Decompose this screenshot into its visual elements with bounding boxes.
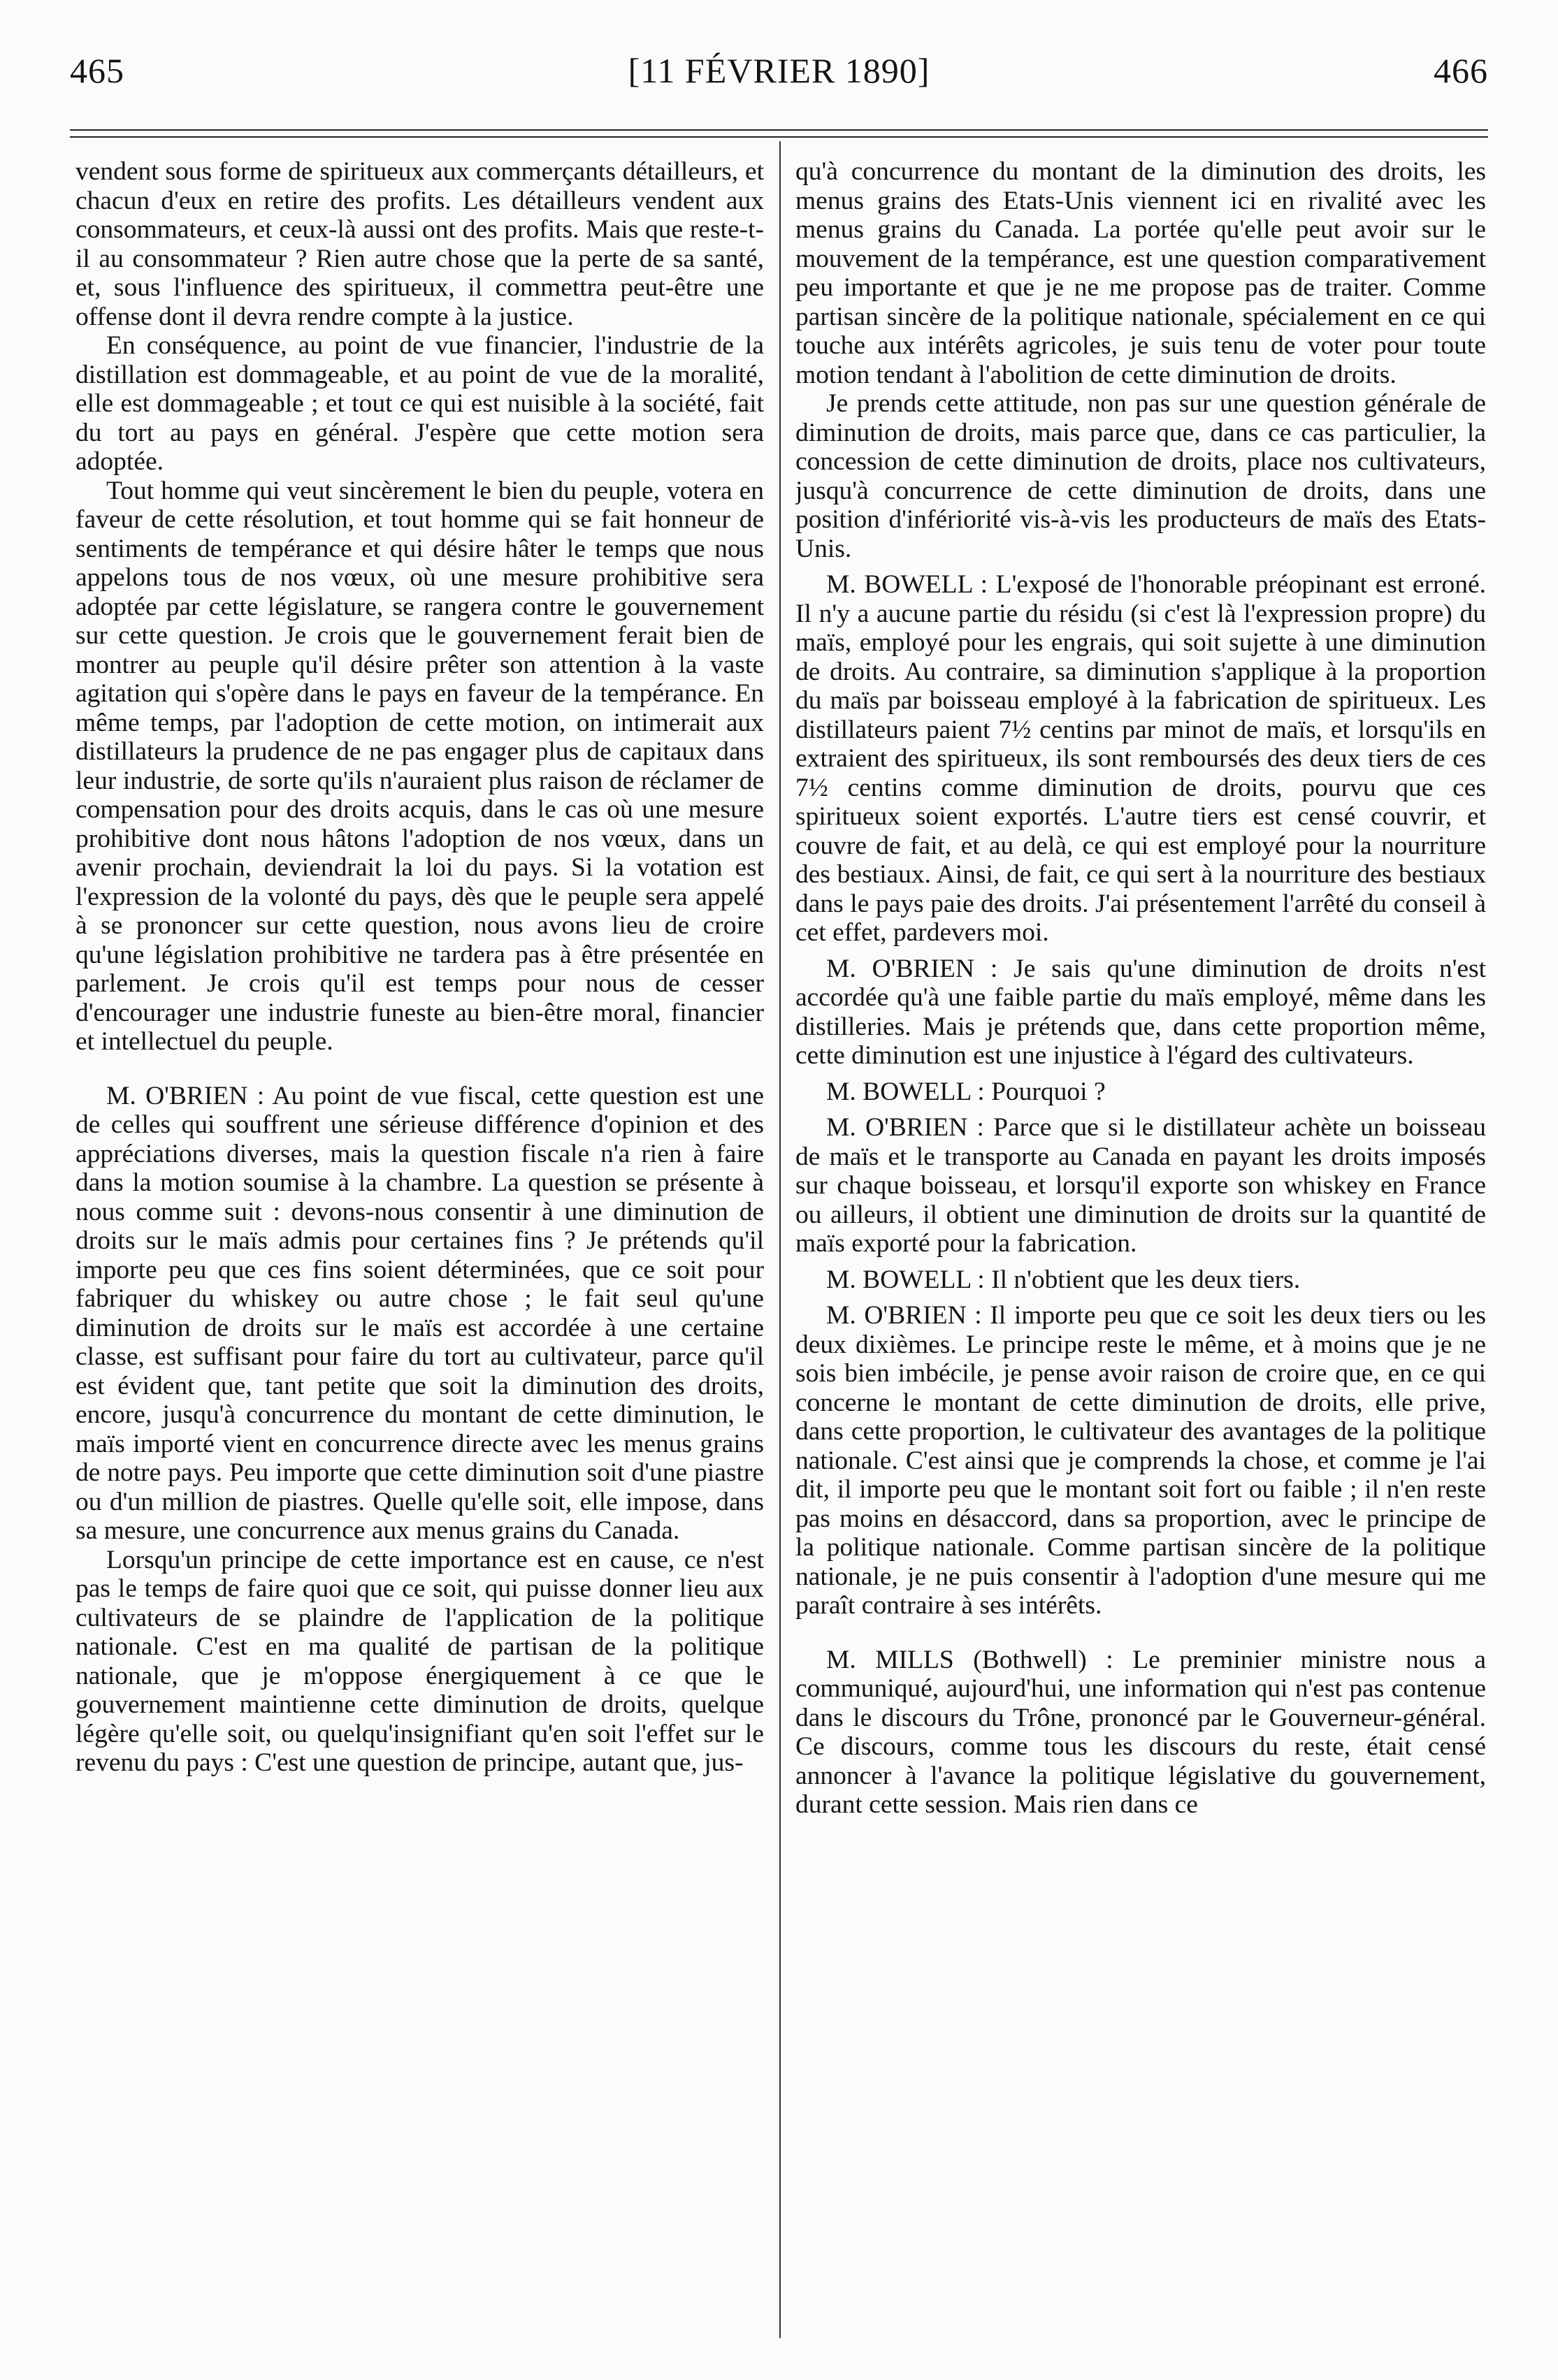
paragraph: Tout homme qui veut sincèrement le bien du peuple, votera en faveur de cette résolution, et tout homme qui se fait honneur de sentiments de tempérance et qui désire hâter le temps que nous appelons tous de nos vœux, où une mesure prohibitive sera adoptée par cette législature, se rangera contre le gouvernement sur cette question. Je crois que le gouvernement ferait bien de montrer au peuple qu'il désire prêter son attention à la vaste agitation qui s'opère dans le pays en faveur de la tempérance. En même temps, par l'adoption de cette motion, on intimerait aux distillateurs la prudence de ne pas engager plus de capitaux dans leur industrie, de sorte qu'ils n'auraient plus raison de réclamer de compensation pour des droits acquis, dans le cas où une mesure prohibitive dont nous hâtons l'adoption de nos vœux, dans un avenir prochain, deviendrait la loi du pays. Si la votation est l'expression de la volonté du pays, dès que le peuple sera appelé à se prononcer sur cette question, nous avons lieu de croire qu'une législation prohibitive ne tardera pas à être présentée en parlement. Je crois qu'il est temps pour nous de cesser d'encourager une industrie funeste au bien-être moral, financier et intellectuel du peuple. <box>75 476 764 1056</box>
header-double-rule <box>70 129 1488 138</box>
left-column <box>75 157 764 2358</box>
speech-paragraph: M. O'BRIEN : Il importe peu que ce soit les deux tiers ou les deux dixièmes. Le principe reste le même, et à moins que je ne sois bien imbécile, je pense avoir raison de croire que, en ce qui concerne le montant de cette diminution de droits, elle prive, dans cette proportion, le cultivateur des avantages de la politique nationale. C'est ainsi que je comprends la chose, et comme je l'ai dit, il importe peu que le montant soit fort ou faible ; il n'en reste pas moins en désaccord, dans sa proportion, avec le principe de la politique nationale. Comme partisan sincère de la politique nationale, je ne puis consentir à l'adoption d'une mesure qui me paraît contraire à ses intérêts. <box>795 1301 1486 1620</box>
speech-paragraph: M. BOWELL : L'exposé de l'honorable préopinant est erroné. Il n'y a aucune partie du résidu (si c'est là l'expression propre) du maïs, employé pour les engrais, qui soit sujette à une diminution de droits. Au contraire, sa diminution s'applique à la proportion du maïs par boisseau employé à la fabrication de spiritueux. Les distillateurs paient 7½ centins par minot de maïs, et lorsqu'ils en extraient des spiritueux, ils sont remboursés des deux tiers de ces 7½ centins comme diminution de droits, pourvu que ces spiritueux soient exportés. L'autre tiers est censé couvrir, et couvre de fait, et au delà, ce qui est employé pour la nourriture des bestiaux. Ainsi, de fait, ce qui sert à la nourriture des bestiaux dans le pays paie des droits. J'ai présentement l'arrêté du conseil à cet effet, pardevers moi. <box>795 570 1486 947</box>
speech-paragraph: M. O'BRIEN : Je sais qu'une diminution de droits n'est accordée qu'à une faible partie du maïs employé, même dans les distilleries. Mais je prétends que, dans cette proportion même, cette diminution est une injustice à l'égard des cultivateurs. <box>795 954 1486 1070</box>
date-title: [11 FÉVRIER 1890] <box>628 51 930 90</box>
speech-paragraph: M. BOWELL : Pourquoi ? <box>826 1077 1106 1106</box>
page-number-right: 466 <box>1434 51 1488 90</box>
paragraph: En conséquence, au point de vue financier, l'industrie de la distillation est dommageable, et au point de vue de la moralité, elle est dommageable ; et tout ce qui est nuisible à la société, fait du tort au pays en général. J'espère que cette motion sera adoptée. <box>75 331 764 476</box>
page-number-left: 465 <box>70 51 124 90</box>
right-column <box>795 157 1486 2358</box>
paragraph: Je prends cette attitude, non pas sur une question générale de diminution de droits, mais parce que, dans ce cas particulier, la concession de cette diminution de droits, place nos cultivateurs, jusqu'à concurrence de cette diminution de droits, dans une position d'infériorité vis-à-vis les producteurs de maïs des Etats-Unis. <box>795 389 1486 563</box>
paragraph: Lorsqu'un principe de cette importance est en cause, ce n'est pas le temps de faire quoi que ce soit, qui puisse donner lieu aux cultivateurs de se plaindre de l'application de la politique nationale. C'est en ma qualité de partisan de la politique nationale, que je m'oppose énergiquement à ce que le gouvernement maintienne cette diminution de droits, quelque légère qu'elle soit, ou quelqu'insignifiant qu'en soit l'effet sur le revenu du pays : C'est une question de principe, autant que, jus- <box>75 1545 764 1777</box>
paragraph: qu'à concurrence du montant de la diminution des droits, les menus grains des Etats-Unis viennent ici en rivalité avec les menus grains du Canada. La portée qu'elle peut avoir sur le mouvement de la tempérance, est une question comparativement peu importante et que je ne me propose pas de traiter. Comme partisan sincère de la politique nationale, spécialement en ce qui touche aux intérêts agricoles, je suis tenu de voter pour toute motion tendant à l'abolition de cette diminution de droits. <box>795 157 1486 389</box>
speech-paragraph: M. O'BRIEN : Au point de vue fiscal, cette question est une de celles qui souffrent une sérieuse différence d'opinion et des appréciations diverses, mais la question fiscale n'a rien à faire dans la motion soumise à la chambre. La question se présente à nous comme suit : devons-nous consentir à une diminution de droits sur le maïs admis pour certaines fins ? Je prétends qu'il importe peu que ces fins soient déterminées, que ce soit pour fabriquer du whiskey ou autre chose ; le fait seul qu'une diminution de droits sur le maïs est accordée à une certaine classe, est suffisant pour faire du tort au cultivateur, parce qu'il est évident que, tant petite que soit la diminution des droits, encore, jusqu'à concurrence du montant de cette diminution, le maïs importé vient en concurrence directe avec les menus grains de notre pays. Peu importe que cette diminution soit d'une piastre ou d'un million de piastres. Quelle qu'elle soit, elle impose, dans sa mesure, une concurrence aux menus grains du Canada. <box>75 1081 764 1545</box>
speech-paragraph: M. BOWELL : Il n'obtient que les deux tiers. <box>826 1265 1301 1294</box>
speech-paragraph: M. O'BRIEN : Parce que si le distillateur achète un boisseau de maïs et le transporte au Canada en payant les droits imposés sur chaque boisseau, et lorsqu'il exporte son whiskey en France ou ailleurs, il obtient une diminution de droits sur la quantité de maïs exporté pour la fabrication. <box>795 1113 1486 1258</box>
column-divider <box>779 141 781 2338</box>
speech-paragraph: M. MILLS (Bothwell) : Le preminier ministre nous a communiqué, aujourd'hui, une information qui n'est pas contenue dans le discours du Trône, prononcé par le Gouverneur-général. Ce discours, comme tous les discours du reste, était censé annoncer à l'avance la politique législative du gouvernement, durant cette session. Mais rien dans ce <box>795 1645 1486 1819</box>
page-header <box>70 50 1488 99</box>
paragraph: vendent sous forme de spiritueux aux commerçants détailleurs, et chacun d'eux en retire des profits. Les détailleurs vendent aux consommateurs, et ceux-là aussi ont des profits. Mais que reste-t-il au consommateur ? Rien autre chose que la perte de sa santé, et, sous l'influence des spiritueux, il commettra peut-être une offense dont il devra rendre compte à la justice. <box>75 157 764 331</box>
